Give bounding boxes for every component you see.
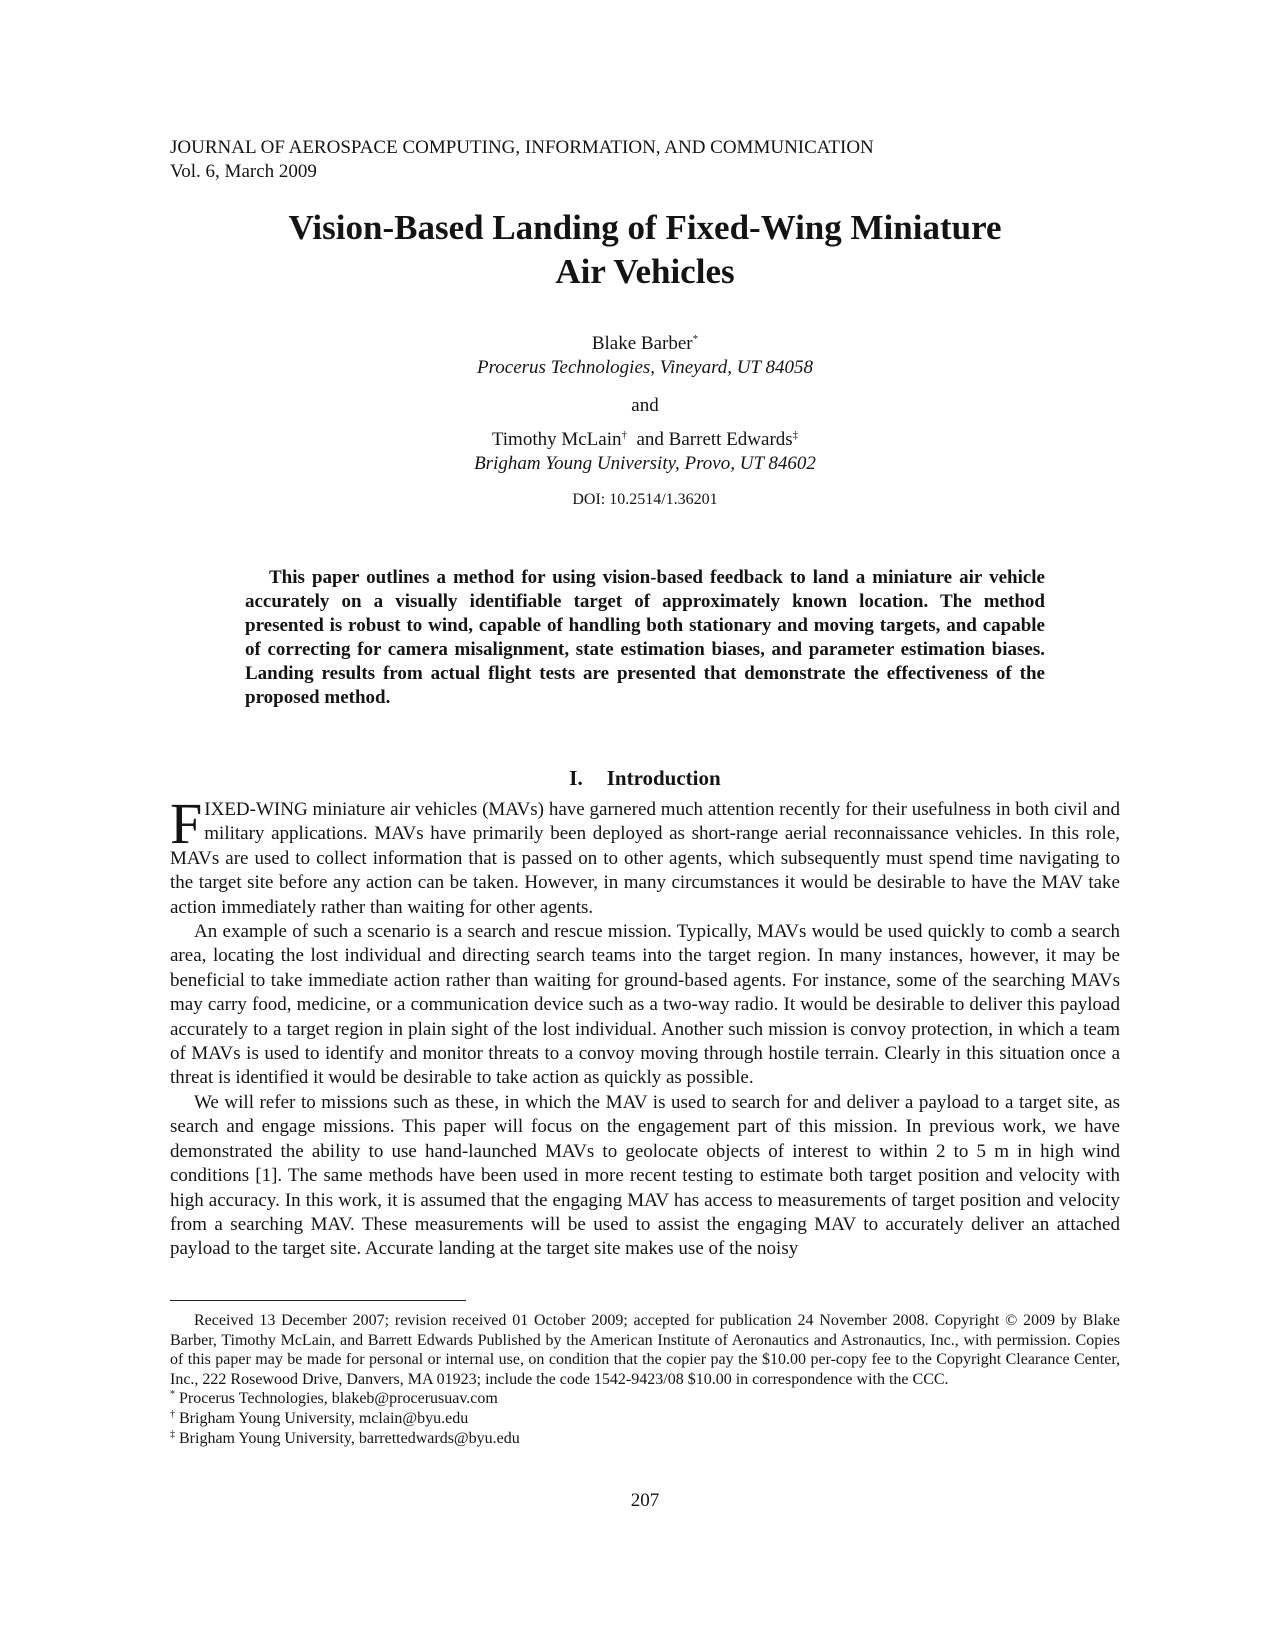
footnote <box>170 1409 1120 1429</box>
title-line-1: Vision-Based Landing of Fixed-Wing Miniature <box>288 208 1002 247</box>
footnote-text: Brigham Young University, mclain@byu.edu <box>179 1409 469 1427</box>
affiliation-2: Brigham Young University, Provo, UT 84602 <box>474 453 816 474</box>
footnote-text: Procerus Technologies, blakeb@procerusuav.com <box>179 1390 498 1408</box>
journal-name: JOURNAL OF AEROSPACE COMPUTING, INFORMATION, AND COMMUNICATION <box>170 137 874 158</box>
author-name: Timothy McLain <box>491 429 622 450</box>
doi: DOI: 10.2514/1.36201 <box>572 491 718 508</box>
footnotes <box>170 1311 1120 1448</box>
title-line-2: Air Vehicles <box>555 252 735 291</box>
author-name: Blake Barber <box>591 333 693 354</box>
footnote-divider <box>170 1300 466 1301</box>
affiliation-1: Procerus Technologies, Vineyard, UT 84058 <box>477 357 813 378</box>
paragraph: An example of such a scenario is a search and rescue mission. Typically, MAVs would be used quickly to comb a search area, locating the lost individual and directing search teams into the target region. In many instances, however, it may be beneficial to take immediate action rather than waiting for ground-based agents. For instance, some of the searching MAVs may carry food, medicine, or a communication device such as a two-way radio. It would be desirable to deliver this payload accurately to a target region in plain sight of the lost individual. Another such mission is convoy protection, in which a team of MAVs is used to identify and monitor threats to a convoy moving through hostile terrain. Clearly in this situation once a threat is identified it would be desirable to take action as quickly as possible. <box>170 921 1120 1089</box>
author-name: and Barrett Edwards <box>636 429 793 450</box>
section-number: I. <box>569 766 583 790</box>
journal-header <box>170 136 874 184</box>
author-line-1 <box>170 332 1120 356</box>
footnote-mark: † <box>170 1408 175 1420</box>
journal-volume: Vol. 6, March 2009 <box>170 161 317 182</box>
paragraph: We will refer to missions such as these, in which the MAV is used to search for and deliver a payload to a target site, as search and engage missions. This paper will focus on the engagement part of this mission. In previous work, we have demonstrated the ability to use hand-launched MAVs to geolocate objects of interest to within 2 to 5 m in high wind conditions [1]. The same methods have been used in more recent testing to estimate both target position and velocity with high accuracy. In this work, it is assumed that the engaging MAV has access to measurements of target position and velocity from a searching MAV. These measurements will be used to assist the engaging MAV to accurately deliver an attached payload to the target site. Accurate landing at the target site makes use of the noisy <box>170 1091 1120 1260</box>
received-note: Received 13 December 2007; revision received 01 October 2009; accepted for publication 24 November 2008. Copyright © 2009 by Blake Barber, Timothy McLain, and Barrett Edwards Published by the American Institute of Aeronautics and Astronautics, Inc., with permission. Copies of this paper may be made for personal or internal use, on condition that the copier pay the $10.00 per-copy fee to the Copyright Clearance Center, Inc., 222 Rosewood Drive, Danvers, MA 01923; include the code 1542-9423/08 $10.00 in correspondence with the CCC. <box>170 1312 1120 1388</box>
footnote-text: Brigham Young University, barrettedwards@byu.edu <box>179 1429 520 1447</box>
author-footnote-mark: ‡ <box>792 429 799 441</box>
body-text <box>170 791 1120 1262</box>
abstract <box>245 566 1045 710</box>
footnote <box>170 1389 1120 1409</box>
paragraph <box>170 791 1120 920</box>
author-footnote-mark: † <box>621 429 627 441</box>
footnote-mark: ‡ <box>170 1428 175 1440</box>
page-number: 207 <box>630 1490 660 1511</box>
paragraph-text: IXED-WING miniature air vehicles (MAVs) have garnered much attention recently for their usefulness in both civil and military applications. MAVs have primarily been deployed as short-range aerial reconnaissance vehicles. In this role, MAVs are used to collect information that is passed on to other agents, which subsequently must spend time navigating to the target site before any action can be taken. However, in many circumstances it would be desirable to have the MAV take action immediately rather than waiting for other agents. <box>170 799 1120 918</box>
abstract-text: This paper outlines a method for using vision-based feedback to land a miniature air vehicle accurately on a visually identifiable target of approximately known location. The method presented is robust to wind, capable of handling both stationary and moving targets, and capable of correcting for camera misalignment, state estimation biases, and parameter estimation biases. Landing results from actual flight tests are presented that demonstrate the effectiveness of the proposed method. <box>245 567 1045 708</box>
section-title: Introduction <box>606 766 721 790</box>
drop-cap: F <box>170 791 203 856</box>
author-line-2 <box>170 428 1120 452</box>
footnote-mark: * <box>170 1389 175 1401</box>
author-conjunction: and <box>631 395 659 416</box>
section-heading <box>170 765 1120 791</box>
footnote <box>170 1429 1120 1449</box>
author-block <box>170 332 1120 512</box>
paper-title <box>170 206 1120 294</box>
author-footnote-mark: * <box>692 333 699 345</box>
